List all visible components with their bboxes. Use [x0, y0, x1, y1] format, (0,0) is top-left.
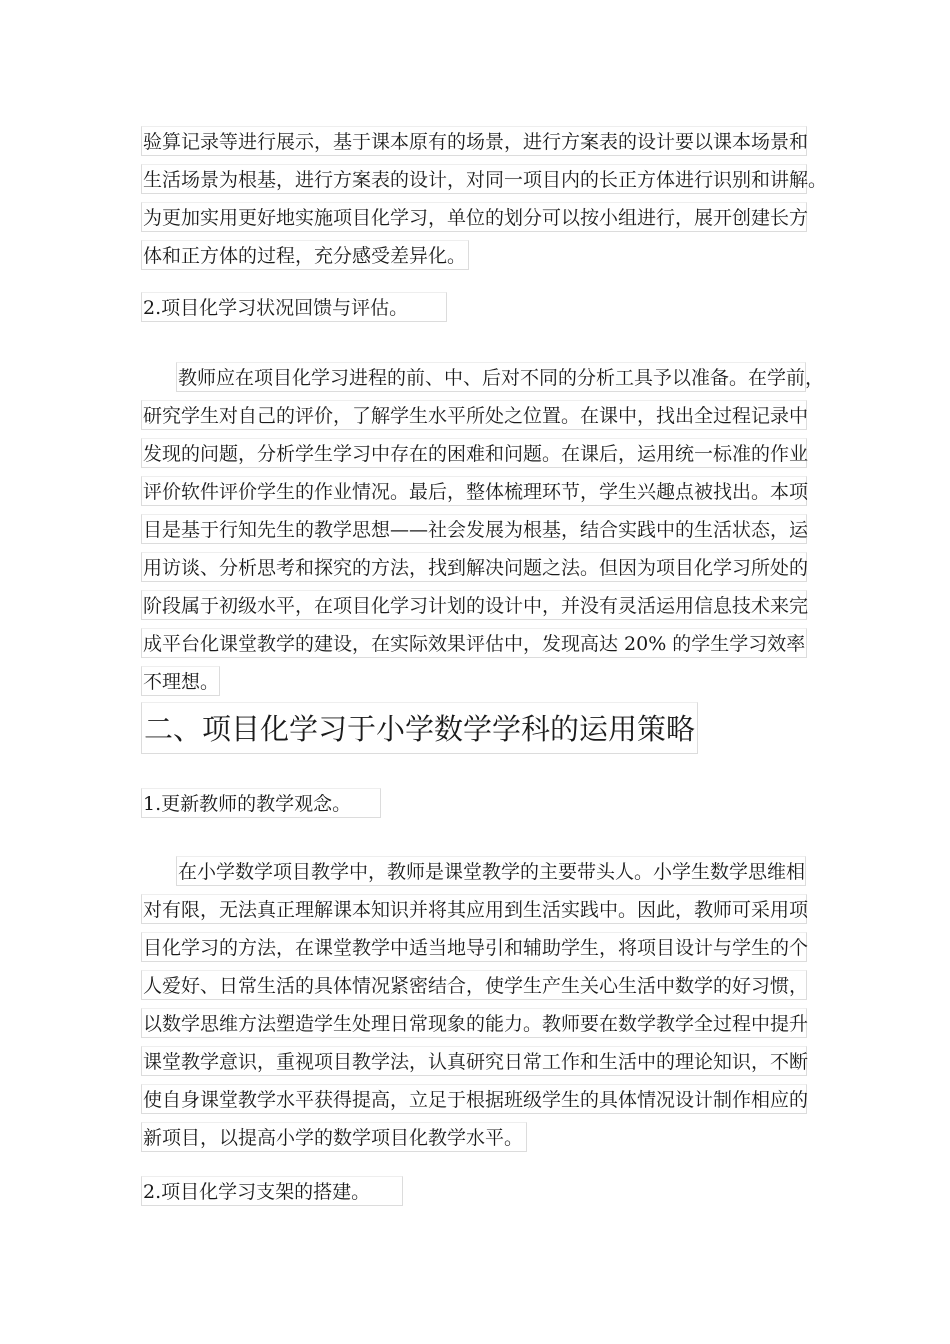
- para3-line-3: 目化学习的方法，在课堂教学中适当地导引和辅助学生，将项目设计与学生的个: [141, 932, 807, 962]
- para2-line-2: 研究学生对自己的评价，了解学生水平所处之位置。在课中，找出全过程记录中: [141, 400, 807, 430]
- section-heading: 二、项目化学习于小学数学学科的运用策略: [141, 702, 698, 754]
- para3-line-4: 人爱好、日常生活的具体情况紧密结合，使学生产生关心生活中数学的好习惯，: [141, 970, 807, 1000]
- para3-line-2: 对有限，无法真正理解课本知识并将其应用到生活实践中。因此，教师可采用项: [141, 894, 807, 924]
- para1-line-3: 为更加实用更好地实施项目化学习，单位的划分可以按小组进行，展开创建长方: [141, 202, 807, 232]
- para3-line-1: 在小学数学项目教学中，教师是课堂教学的主要带头人。小学生数学思维相: [176, 856, 806, 886]
- para2-line-6: 用访谈、分析思考和探究的方法，找到解决问题之法。但因为项目化学习所处的: [141, 552, 807, 582]
- para2-line-7: 阶段属于初级水平，在项目化学习计划的设计中，并没有灵活运用信息技术来完: [141, 590, 807, 620]
- para2-line-3: 发现的问题，分析学生学习中存在的困难和问题。在课后，运用统一标准的作业: [141, 438, 807, 468]
- para2-line-8: 成平台化课堂教学的建设，在实际效果评估中，发现高达 20% 的学生学习效率: [141, 628, 807, 658]
- para3-line-7: 使自身课堂教学水平获得提高，立足于根据班级学生的具体情况设计制作相应的: [141, 1084, 807, 1114]
- para3-line-5: 以数学思维方法塑造学生处理日常现象的能力。教师要在数学教学全过程中提升: [141, 1008, 807, 1038]
- para1-line-1: 验算记录等进行展示，基于课本原有的场景，进行方案表的设计要以课本场景和: [141, 126, 807, 156]
- para2-line-5: 目是基于行知先生的教学思想——社会发展为根基，结合实践中的生活状态，运: [141, 514, 807, 544]
- para1-line-2: 生活场景为根基，进行方案表的设计，对同一项目内的长正方体进行识别和讲解。: [141, 164, 807, 194]
- para1-line-4: 体和正方体的过程，充分感受差异化。: [141, 240, 469, 270]
- subheading-feedback-evaluation: 2.项目化学习状况回馈与评估。: [141, 292, 447, 322]
- para2-line-4: 评价软件评价学生的作业情况。最后，整体梳理环节，学生兴趣点被找出。本项: [141, 476, 807, 506]
- para2-line-9: 不理想。: [141, 666, 220, 696]
- subheading-update-concepts: 1.更新教师的教学观念。: [141, 788, 381, 818]
- subheading-scaffolding: 2.项目化学习支架的搭建。: [141, 1176, 403, 1206]
- para3-line-8: 新项目，以提高小学的数学项目化教学水平。: [141, 1122, 527, 1152]
- para2-line-1: 教师应在项目化学习进程的前、中、后对不同的分析工具予以准备。在学前，: [176, 362, 806, 392]
- para3-line-6: 课堂教学意识，重视项目教学法，认真研究日常工作和生活中的理论知识，不断: [141, 1046, 807, 1076]
